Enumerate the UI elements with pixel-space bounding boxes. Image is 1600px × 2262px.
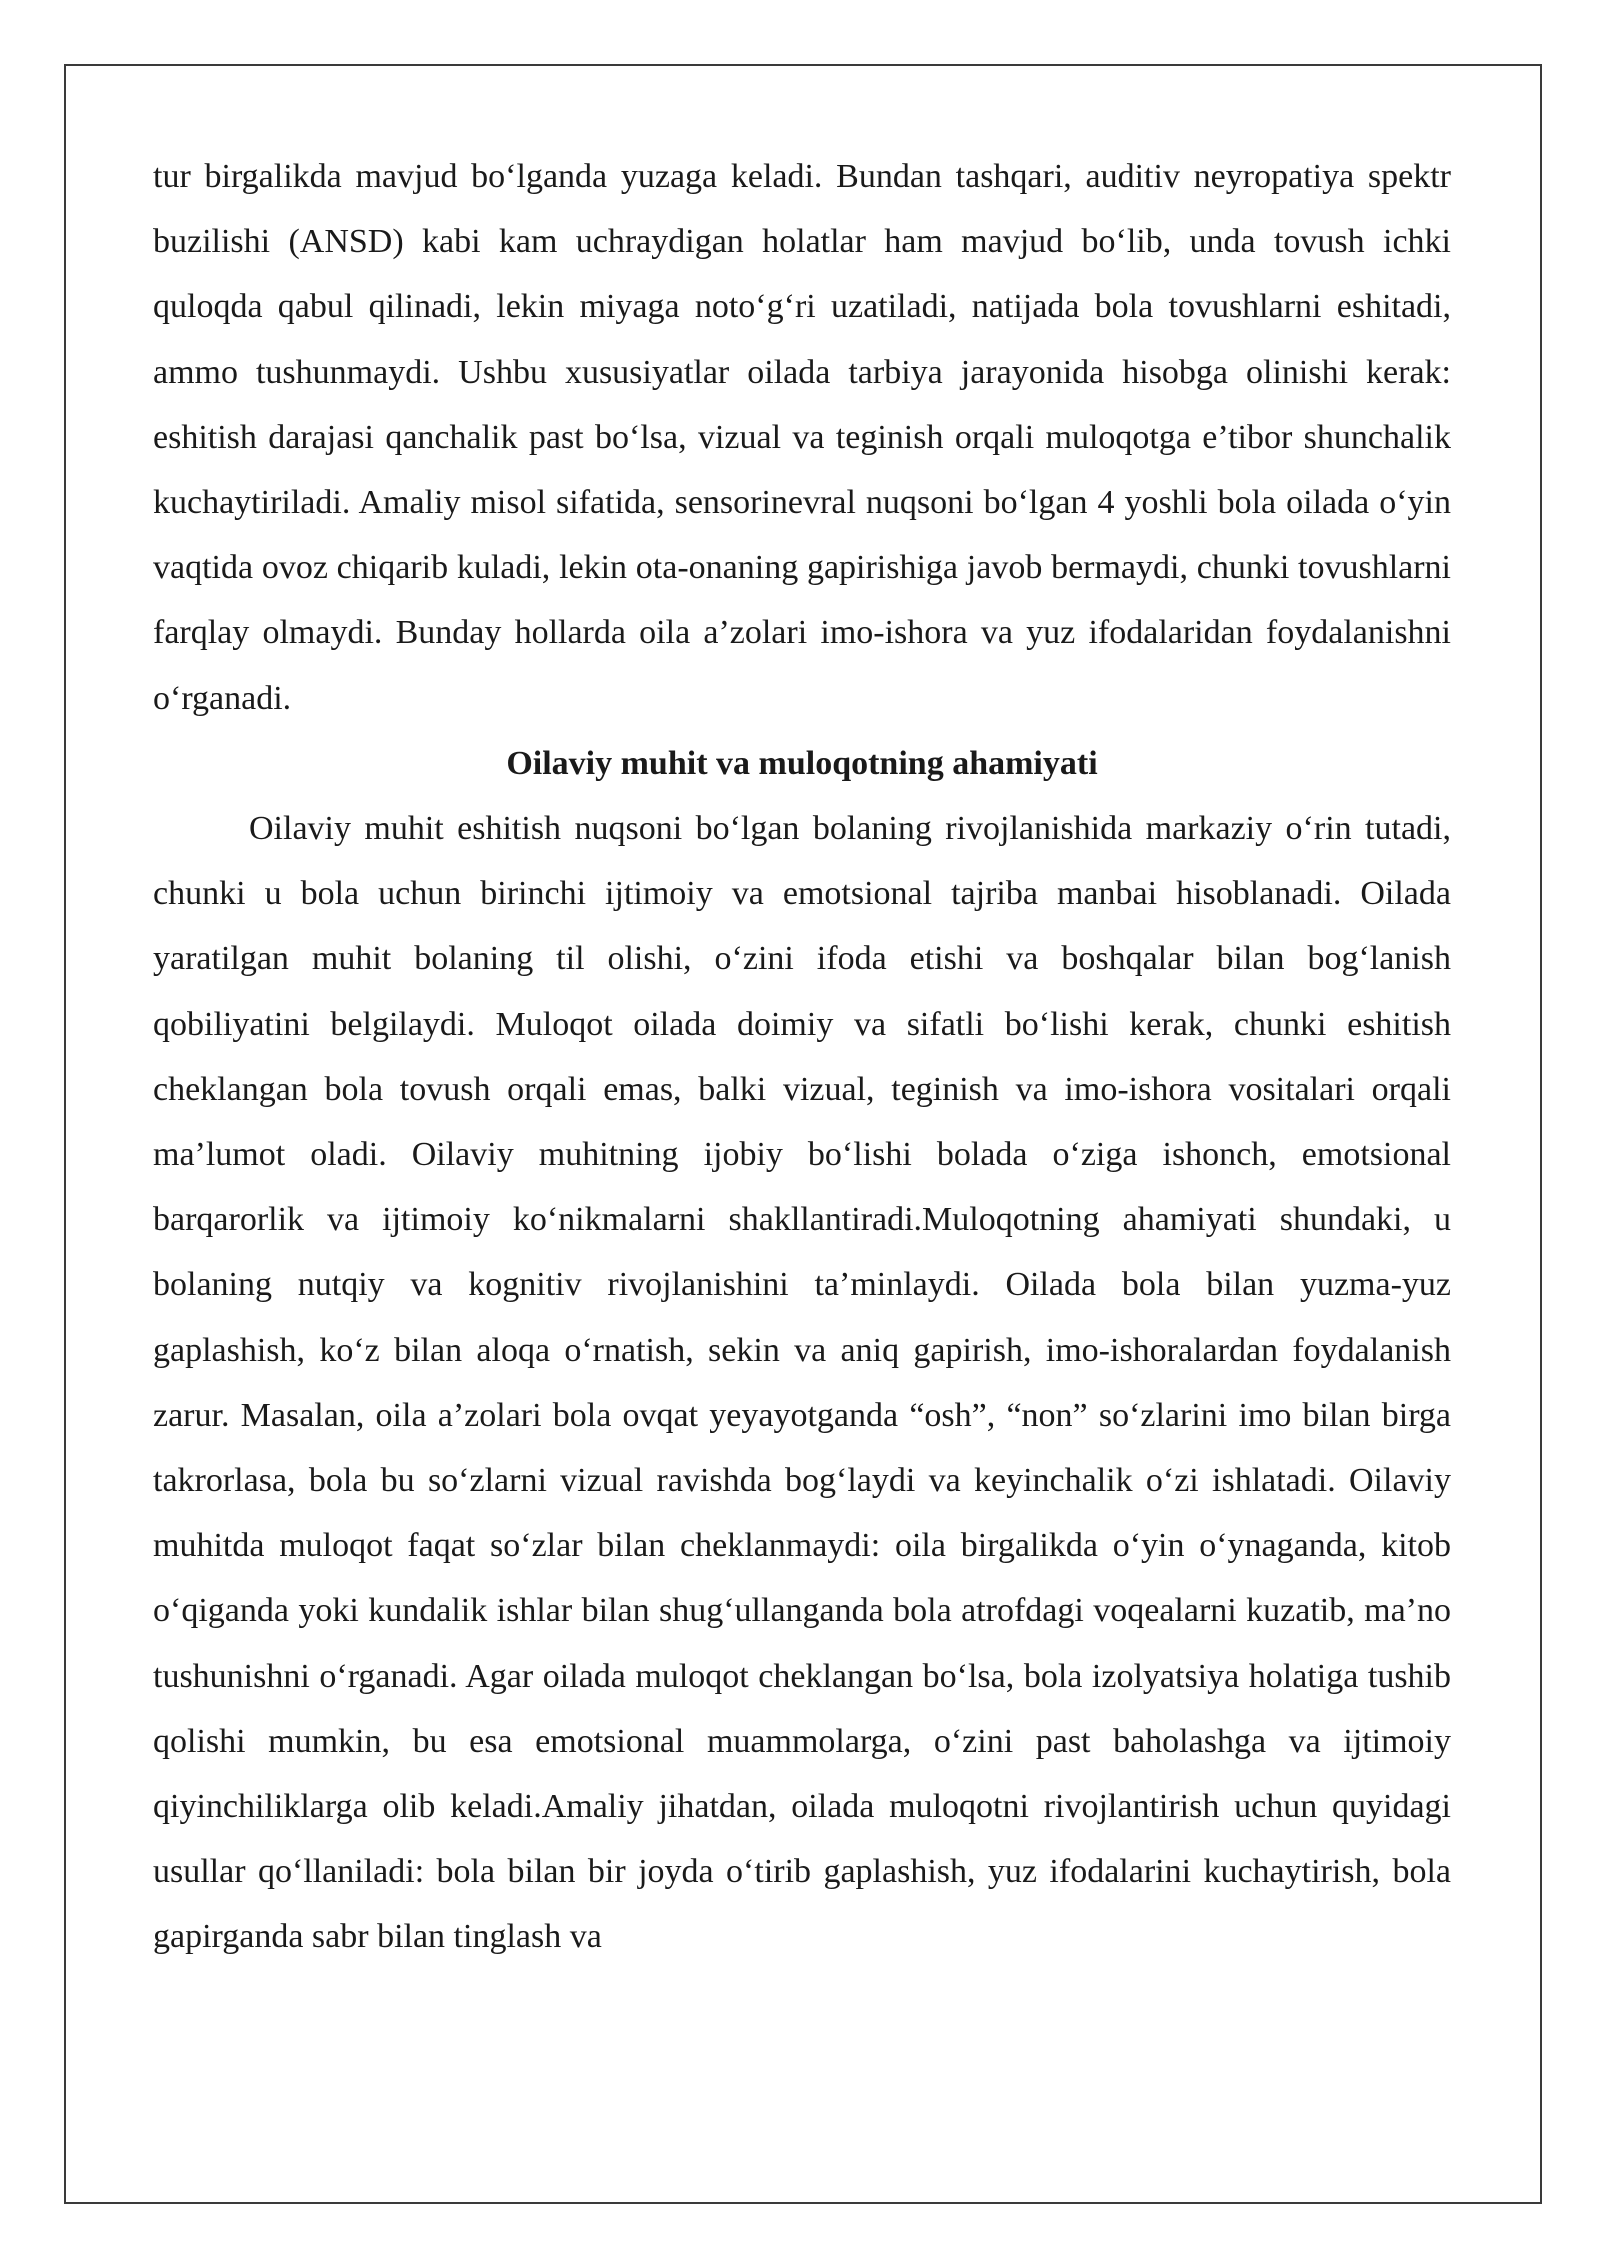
- document-body: [153, 144, 1451, 1970]
- paragraph-family-environment: Oilaviy muhit eshitish nuqsoni bo‘lgan bolaning rivojlanishida markaziy o‘rin tutadi, chunki u bola uchun birinchi ijtimoiy va emotsional tajriba manbai hisoblanadi. Oilada yaratilgan muhit bolaning til olishi, o‘zini ifoda etishi va boshqalar bilan bog‘lanish qobiliyatini belgilaydi. Muloqot oilada doimiy va sifatli bo‘lishi kerak, chunki eshitish cheklangan bola tovush orqali emas, balki vizual, teginish va imo-ishora vositalari orqali ma’lumot oladi. Oilaviy muhitning ijobiy bo‘lishi bolada o‘ziga ishonch, emotsional barqarorlik va ijtimoiy ko‘nikmalarni shakllantiradi.Muloqotning ahamiyati shundaki, u bolaning nutqiy va kognitiv rivojlanishini ta’minlaydi. Oilada bola bilan yuzma-yuz gaplashish, ko‘z bilan aloqa o‘rnatish, sekin va aniq gapirish, imo-ishoralardan foydalanish zarur. Masalan, oila a’zolari bola ovqat yeyayotganda “osh”, “non” so‘zlarini imo bilan birga takrorlasa, bola bu so‘zlarni vizual ravishda bog‘laydi va keyinchalik o‘zi ishlatadi. Oilaviy muhitda muloqot faqat so‘zlar bilan cheklanmaydi: oila birgalikda o‘yin o‘ynaganda, kitob o‘qiganda yoki kundalik ishlar bilan shug‘ullanganda bola atrofdagi voqealarni kuzatib, ma’no tushunishni o‘rganadi. Agar oilada muloqot cheklangan bo‘lsa, bola izolyatsiya holatiga tushib qolishi mumkin, bu esa emotsional muammolarga, o‘zini past baholashga va ijtimoiy qiyinchiliklarga olib keladi.Amaliy jihatdan, oilada muloqotni rivojlantirish uchun quyidagi usullar qo‘llaniladi: bola bilan bir joyda o‘tirib gaplashish, yuz ifodalarini kuchaytirish, bola gapirganda sabr bilan tinglash va: [153, 810, 1451, 1956]
- section-heading: Oilaviy muhit va muloqotning ahamiyati: [506, 744, 1098, 782]
- paragraph-continuation: tur birgalikda mavjud bo‘lganda yuzaga keladi. Bundan tashqari, auditiv neyropatiya spektr buzilishi (ANSD) kabi kam uchraydigan holatlar ham mavjud bo‘lib, unda tovush ichki quloqda qabul qilinadi, lekin miyaga noto‘g‘ri uzatiladi, natijada bola tovushlarni eshitadi, ammo tushunmaydi. Ushbu xususiyatlar oilada tarbiya jarayonida hisobga olinishi kerak: eshitish darajasi qanchalik past bo‘lsa, vizual va teginish orqali muloqotga e’tibor shunchalik kuchaytiriladi. Amaliy misol sifatida, sensorinevral nuqsoni bo‘lgan 4 yoshli bola oilada o‘yin vaqtida ovoz chiqarib kuladi, lekin ota-onaning gapirishiga javob bermaydi, chunki tovushlarni farqlay olmaydi. Bunday hollarda oila a’zolari imo-ishora va yuz ifodalaridan foydalanishni o‘rganadi.: [153, 158, 1451, 717]
